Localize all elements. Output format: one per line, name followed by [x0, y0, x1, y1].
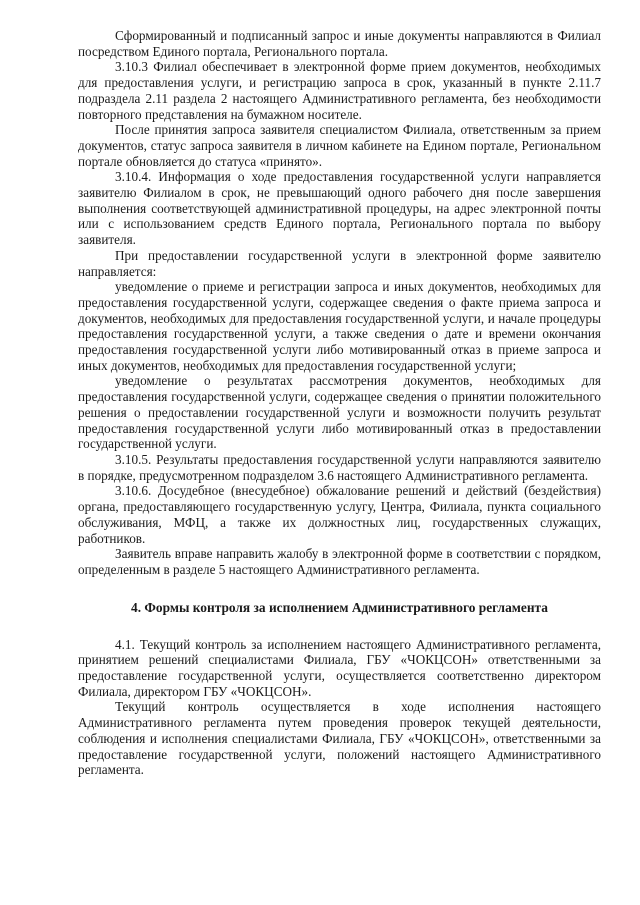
paragraph-complaint: Заявитель вправе направить жалобу в электронной форме в соответствии с порядком, определенным в разделе 5 настоящего Административного регламента.	[78, 546, 601, 577]
paragraph-submission-channels: Сформированный и подписанный запрос и иные документы направляются в Филиал посредством Единого портала, Регионального портала.	[78, 28, 601, 59]
paragraph-notifications-intro: При предоставлении государственной услуги в электронной форме заявителю направляется:	[78, 247, 601, 279]
paragraph-notification-result: уведомление о результатах рассмотрения документов, необходимых для предоставления государственной услуги, содержащее сведения о принятии положительного решения о предоставлении государственной услуги и возможности получить результат предоставления государственной услуги либо мотивированный отказ в предоставлении государственной услуги.	[78, 373, 601, 452]
paragraph-3-10-4: 3.10.4. Информация о ходе предоставления государственной услуги направляется заявителю Филиалом в срок, не превышающий одного рабочего дня после завершения выполнения соответствующей административной процедуры, на адрес электронной почты или с использованием средств Единого портала, Регионального портала по выбору заявителя.	[78, 169, 601, 248]
paragraph-notification-receipt: уведомление о приеме и регистрации запроса и иных документов, необходимых для предоставления государственной услуги, содержащее сведения о факте приема запроса и документов, необходимых для предоставления государственной услуги, и начале процедуры предоставления государственной услуги, а также сведения о дате и времени окончания предоставления государственной услуги либо мотивированный отказ в приеме запроса и иных документов, необходимых для предоставления государственной услуги;	[78, 279, 601, 373]
paragraph-current-control: Текущий контроль осуществляется в ходе исполнения настоящего Административного регламента путем проведения проверок текущей деятельности, соблюдения и исполнения специалистами Филиала, ГБУ «ЧОКЦСОН», ответственными за предоставление государственной услуги, положений настоящего Административного регламента.	[78, 699, 601, 778]
paragraph-status-update: После принятия запроса заявителя специалистом Филиала, ответственным за прием документов, статус запроса заявителя в личном кабинете на Едином портале, Региональном портале обновляется до статуса «принято».	[78, 122, 601, 169]
section-heading: 4. Формы контроля за исполнением Административного регламента	[131, 599, 548, 615]
paragraph-3-10-5: 3.10.5. Результаты предоставления государственной услуги направляются заявителю в порядке, предусмотренном подразделом 3.6 настоящего Административного регламента.	[78, 451, 601, 483]
paragraph-4-1: 4.1. Текущий контроль за исполнением настоящего Административного регламента, принятием решений специалистами Филиала, ГБУ «ЧОКЦСОН» ответственными за предоставление государственной услуги, осуществляется соответственно директором Филиала, директором ГБУ «ЧОКЦСОН».	[78, 636, 601, 699]
document-page	[78, 28, 601, 778]
paragraph-3-10-3: 3.10.3 Филиал обеспечивает в электронной форме прием документов, необходимых для предоставления услуги, и регистрацию запроса в срок, указанный в пункте 2.11.7 подраздела 2.11 раздела 2 настоящего Административного регламента, без необходимости повторного представления на бумажном носителе.	[78, 59, 601, 122]
paragraph-3-10-6: 3.10.6. Досудебное (внесудебное) обжалование решений и действий (бездействия) органа, предоставляющего государственную услугу, Центра, Филиала, пункта социального обслуживания, МФЦ, а также их должностных лиц, государственных служащих, работников.	[78, 483, 601, 546]
